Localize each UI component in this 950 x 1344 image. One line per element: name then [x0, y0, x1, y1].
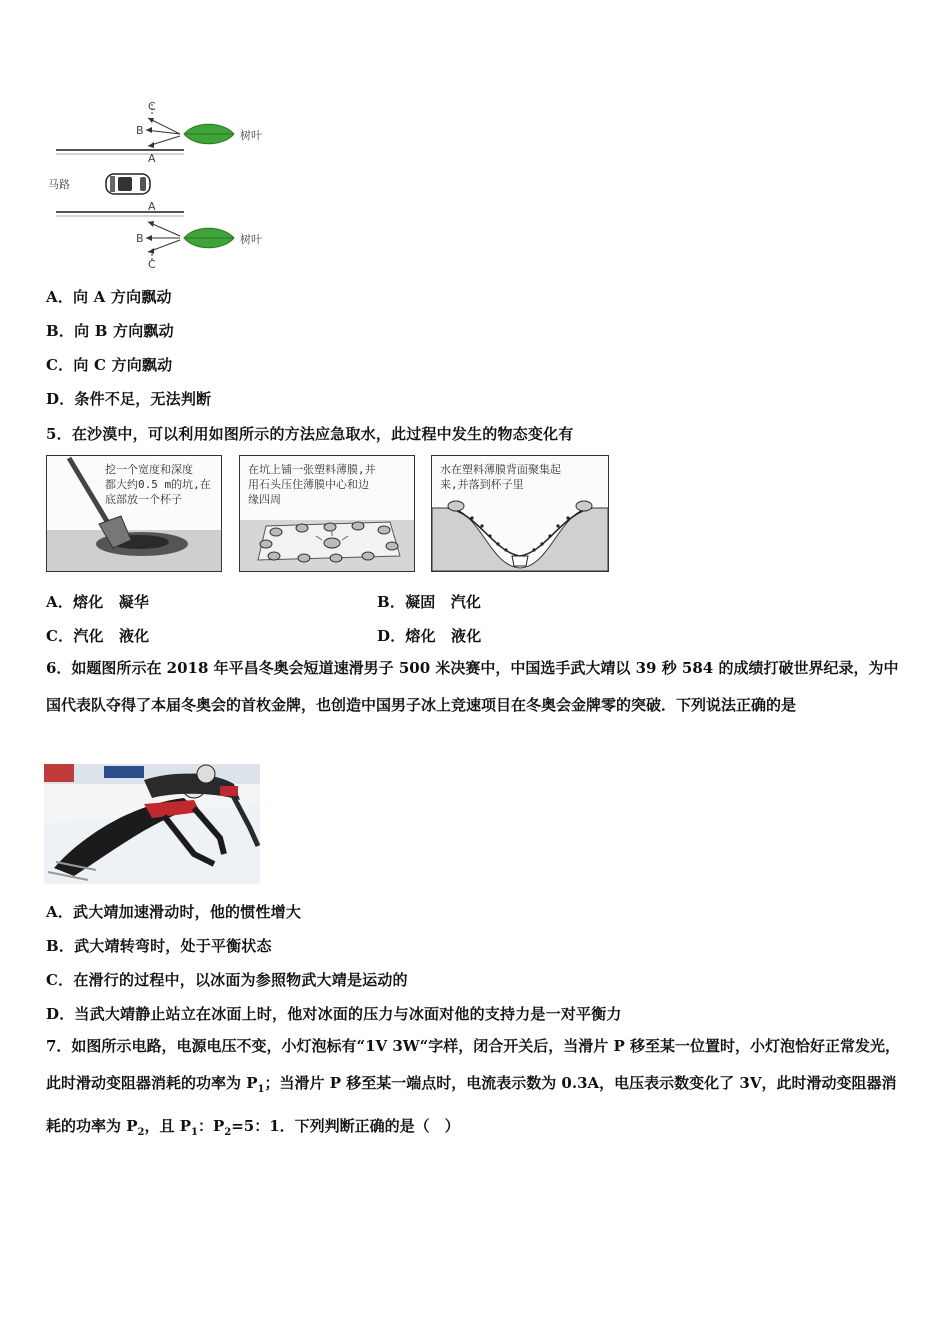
q4-option-d: D．条件不足，无法判断	[46, 390, 212, 408]
q5-panel-3	[431, 455, 609, 572]
q6-option-d: D．当武大靖静止站立在冰面上时，他对冰面的压力与冰面对他的支持力是一对平衡力	[46, 1005, 622, 1023]
q7-stem: 7．如图所示电路，电源电压不变，小灯泡标有“1V 3W“字样，闭合开关后，当滑片 P 移至某一位置时，小灯泡恰好正常发光，此时滑动变阻器消耗的功率为 $P_1$；当滑片 P 移至某一端点时，电流表示数为 0.3A，电压表示数变化了 3V，此时滑动变阻器消耗的功率为 $P_2$，且 $P_1$：$P_2=5$：1．下列判断正确的是（ ）	[46, 1037, 901, 1138]
bottom-leaf-icon	[184, 228, 234, 248]
leaf-label-bottom: 树叶	[240, 233, 262, 246]
q4-option-c: C．向 C 方向飘动	[46, 356, 173, 374]
q4-figure	[44, 96, 284, 272]
q5-panel-2	[239, 455, 415, 572]
label-a-top: A	[148, 152, 156, 165]
label-c-top: C	[148, 100, 156, 113]
label-b-top: B	[136, 124, 144, 137]
q6-skating-photo	[44, 764, 260, 884]
q5-panel-1-caption: 挖一个宽度和深度 都大约0.5 m的坑,在 底部放一个杯子	[105, 463, 211, 506]
condensation-illustration	[432, 456, 608, 571]
q6-option-c: C．在滑行的过程中，以冰面为参照物武大靖是运动的	[46, 971, 408, 989]
q6-option-a: A．武大靖加速滑动时，他的惯性增大	[46, 903, 302, 921]
q5-option-c: C．汽化 液化	[46, 627, 150, 645]
q5-panel-3-caption: 水在塑料薄膜背面聚集起 来,并落到杯子里	[440, 463, 561, 491]
leaf-label-top: 树叶	[240, 129, 262, 142]
q5-option-d: D．熔化 液化	[377, 627, 482, 645]
speed-skaters-image	[44, 764, 260, 884]
q4-option-b: B．向 B 方向飘动	[46, 322, 174, 340]
q5-panel-2-caption: 在坑上铺一张塑料薄膜,并 用石头压住薄膜中心和边 缘四周	[248, 463, 376, 506]
q4-option-a: A．向 A 方向飘动	[46, 288, 172, 306]
top-leaf-icon	[184, 124, 234, 144]
film-cover-illustration	[240, 456, 414, 571]
bottom-leaf-arrows	[146, 221, 180, 262]
label-a-bottom: A	[148, 200, 156, 213]
q6-stem: 6．如题图所示在 2018 年平昌冬奥会短道速滑男子 500 米决赛中，中国选手武大靖以 39 秒 584 的成绩打破世界纪录，为中国代表队夺得了本届冬奥会的首枚金牌，也创造中国男子冰上竞速项目在冬奥会金牌零的突破．下列说法正确的是	[46, 659, 899, 714]
road-label: 马路	[48, 178, 70, 191]
shovel-pit-illustration	[47, 456, 221, 571]
car-icon	[106, 174, 150, 194]
q5-option-b: B．凝固 汽化	[377, 593, 482, 611]
road-leaf-diagram	[44, 96, 284, 272]
q6-option-b: B．武大靖转弯时，处于平衡状态	[46, 937, 272, 955]
label-c-bottom: C	[148, 258, 156, 271]
q5-stem: 5．在沙漠中，可以利用如图所示的方法应急取水，此过程中发生的物态变化有	[46, 425, 574, 443]
label-b-bottom: B	[136, 232, 144, 245]
q5-panel-1	[46, 455, 222, 572]
q5-option-a: A．熔化 凝华	[46, 593, 150, 611]
